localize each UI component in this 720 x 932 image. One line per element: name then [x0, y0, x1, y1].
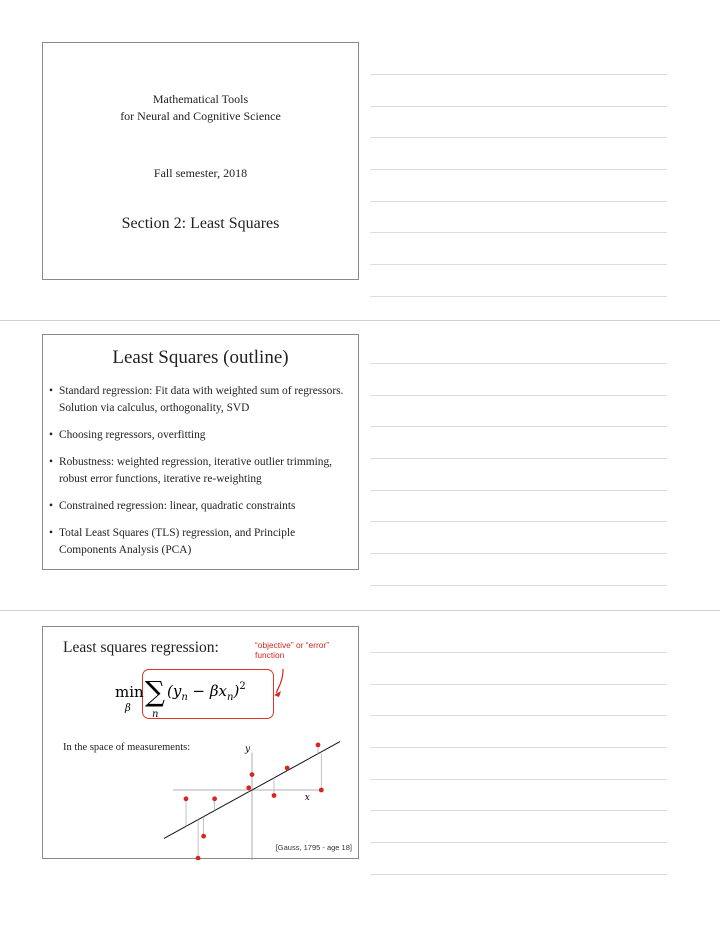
- list-item: • Robustness: weighted regression, iterative outlier trimming, robust error functions, iterative re-weighting: [49, 456, 333, 485]
- citation: [Gauss, 1795 - age 18]: [275, 843, 352, 852]
- slide-least-squares: [42, 626, 359, 859]
- semester: Fall semester, 2018: [153, 166, 248, 180]
- data-point: [250, 772, 255, 777]
- slide-heading: Least squares regression:: [63, 639, 219, 656]
- list-item: • Total Least Squares (TLS) regression, and Principle Components Analysis (PCA): [49, 527, 296, 556]
- data-point: [272, 793, 277, 798]
- min-operator: min: [115, 683, 144, 701]
- course-title-line2: for Neural and Cognitive Science: [120, 109, 281, 123]
- course-title-line1: Mathematical Tools: [152, 92, 249, 106]
- data-point: [212, 796, 217, 801]
- sum-index: n: [152, 709, 159, 720]
- data-point: [285, 766, 290, 771]
- list-item: • Constrained regression: linear, quadratic constraints: [49, 500, 296, 512]
- section-title: Section 2: Least Squares: [121, 215, 280, 232]
- min-subscript: β: [125, 703, 131, 714]
- sum-symbol: ∑: [145, 675, 165, 708]
- data-point: [319, 788, 324, 793]
- objective-annotation: “objective” or “error” function: [255, 640, 329, 660]
- list-item: • Standard regression: Fit data with weighted sum of regressors. Solution via calculus, orthogonality, SVD: [49, 385, 344, 414]
- outline-title: Least Squares (outline): [112, 347, 289, 368]
- data-point: [246, 785, 251, 790]
- data-point: [201, 834, 206, 839]
- arrow-head-icon: [274, 691, 281, 697]
- x-axis-label: x: [304, 793, 310, 803]
- slide-outline: [42, 334, 359, 570]
- sum-body: $(y_n - \beta x_n)^2$: [167, 681, 246, 703]
- page-separator: [0, 320, 720, 321]
- outline-list: [49, 383, 349, 569]
- slide-title: [42, 42, 359, 280]
- list-item: • Choosing regressors, overfitting: [49, 429, 206, 441]
- annotation-arrow: [277, 669, 283, 693]
- data-point: [196, 856, 201, 860]
- plot-caption: In the space of measurements:: [63, 742, 191, 753]
- y-axis-label: y: [245, 744, 251, 755]
- data-point: [316, 743, 321, 748]
- data-point: [184, 796, 189, 801]
- page-separator: [0, 610, 720, 611]
